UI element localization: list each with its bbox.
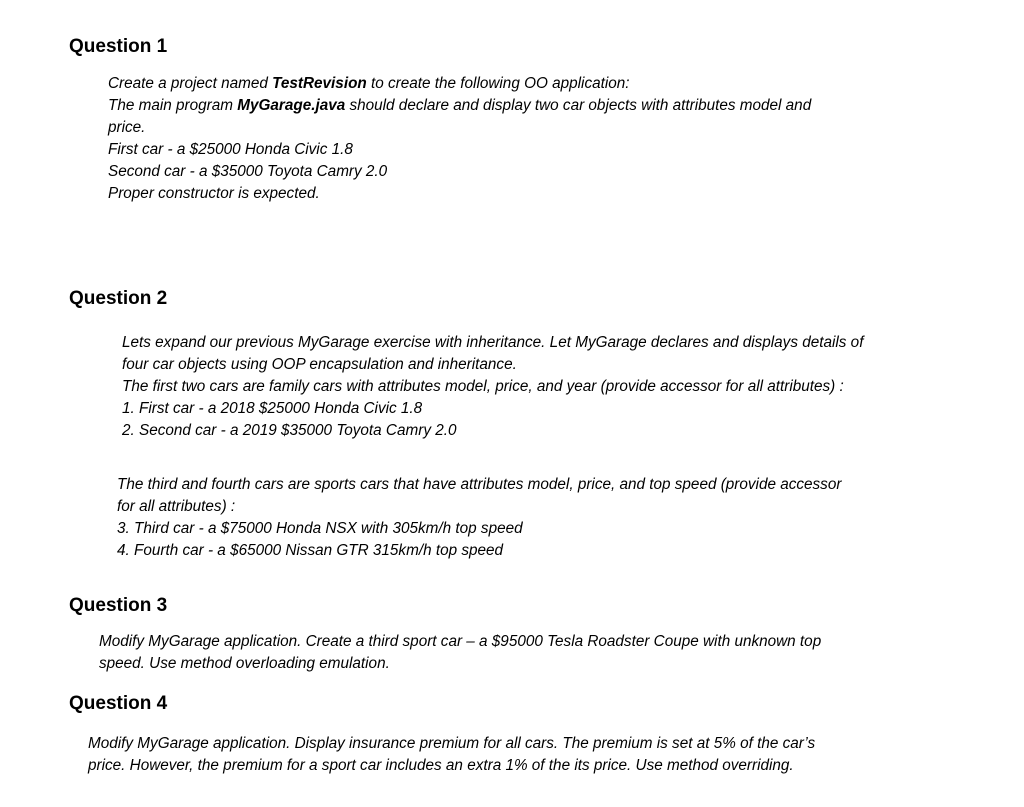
q2-car-4: 4. Fourth car - a $65000 Nissan GTR 315km/h top speed — [117, 542, 504, 559]
question-3-body — [99, 631, 821, 675]
q1-main — [108, 95, 811, 117]
question-2-sports-body — [117, 474, 841, 562]
q1-main-cont: price. — [108, 119, 146, 136]
question-1-body — [108, 73, 811, 205]
question-1-heading: Question 1 — [69, 36, 168, 57]
q1-constructor-note: Proper constructor is expected. — [108, 185, 320, 202]
q2-car-3: 3. Third car - a $75000 Honda NSX with 305km/h top speed — [117, 520, 523, 537]
q2-sport-intro-line-2: for all attributes) : — [117, 498, 236, 515]
q2-intro-line-1: Lets expand our previous MyGarage exercise with inheritance. Let MyGarage declares and displays details of — [122, 334, 864, 351]
q4-line-2: price. However, the premium for a sport car includes an extra 1% of the its price. Use method overriding. — [88, 757, 794, 774]
main-program-name: MyGarage.java — [237, 97, 346, 114]
q2-sport-intro-line-1: The third and fourth cars are sports cars that have attributes model, price, and top speed (provide accessor — [117, 476, 842, 493]
q1-intro-pre: Create a project named — [108, 75, 273, 92]
q1-main-post: should declare and display two car objects with attributes model and — [345, 97, 812, 114]
q2-car-1: 1. First car - a 2018 $25000 Honda Civic 1.8 — [122, 400, 423, 417]
q3-line-1: Modify MyGarage application. Create a third sport car – a $95000 Tesla Roadster Coupe with unknown top — [99, 633, 822, 650]
question-2-body — [122, 332, 863, 442]
question-4-heading: Question 4 — [69, 693, 168, 714]
q4-line-1: Modify MyGarage application. Display insurance premium for all cars. The premium is set at 5% of the car’s — [88, 735, 816, 752]
question-3-heading: Question 3 — [69, 595, 168, 616]
q1-car-1: First car - a $25000 Honda Civic 1.8 — [108, 141, 353, 158]
q1-car-2: Second car - a $35000 Toyota Camry 2.0 — [108, 163, 388, 180]
q3-line-2: speed. Use method overloading emulation. — [99, 655, 390, 672]
q1-intro-post: to create the following OO application: — [366, 75, 630, 92]
q2-family-intro: The first two cars are family cars with attributes model, price, and year (provide accessor for all attributes) : — [122, 378, 844, 395]
q2-intro-line-2: four car objects using OOP encapsulation and inheritance. — [122, 356, 517, 373]
question-4-body — [88, 733, 815, 777]
question-2-heading: Question 2 — [69, 288, 168, 309]
project-name: TestRevision — [272, 75, 367, 92]
q1-main-pre: The main program — [108, 97, 238, 114]
q2-car-2: 2. Second car - a 2019 $35000 Toyota Camry 2.0 — [122, 422, 457, 439]
q1-intro — [108, 73, 811, 95]
